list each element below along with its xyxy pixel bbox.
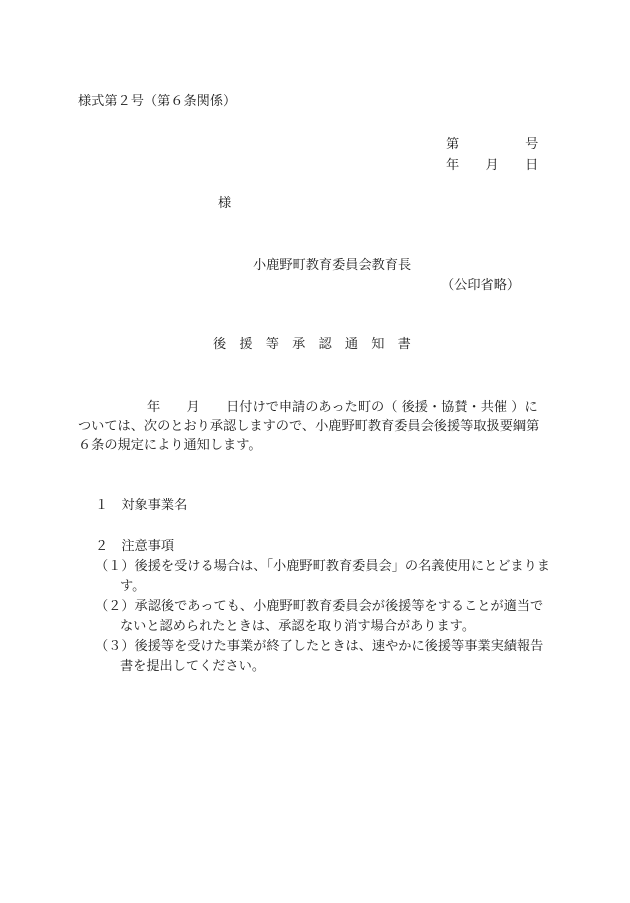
document-number-line: 第 号	[446, 137, 539, 152]
note-2-line-2: ないと認められたときは、承認を取り消す場合があります。	[120, 619, 476, 634]
note-1-line-1: （１）後援を受ける場合は、「小鹿野町教育委員会」の名義使用にとどまりま	[95, 559, 550, 574]
note-1-line-2: す。	[120, 579, 146, 594]
issuer-name: 小鹿野町教育委員会教育長	[253, 258, 412, 273]
body-line-2: ついては、次のとおり承認しますので、小鹿野町教育委員会後援等取扱要綱第	[78, 419, 540, 434]
recipient-suffix: 様	[218, 196, 232, 211]
section-notes: ２ 注意事項	[95, 539, 175, 554]
seal-omitted-note: （公印省略）	[441, 278, 521, 293]
body-line-3: ６条の規定により通知します。	[78, 438, 262, 453]
note-3-line-2: 書を提出してください。	[120, 659, 266, 674]
form-label: 様式第２号（第６条関係）	[78, 94, 237, 109]
note-3-line-1: （３）後援等を受けた事業が終了したときは、速やかに後援等事業実績報告	[95, 639, 544, 654]
section-target-event: １ 対象事業名	[95, 498, 188, 513]
document-title: 後 援 等 承 認 通 知 書	[213, 337, 411, 352]
document-date-line: 年 月 日	[446, 158, 539, 173]
body-line-1: 年 月 日付けで申請のあった町の（ 後援・協賛・共催 ）に	[147, 400, 538, 415]
note-2-line-1: （２）承認後であっても、小鹿野町教育委員会が後援等をすることが適当で	[95, 599, 544, 614]
